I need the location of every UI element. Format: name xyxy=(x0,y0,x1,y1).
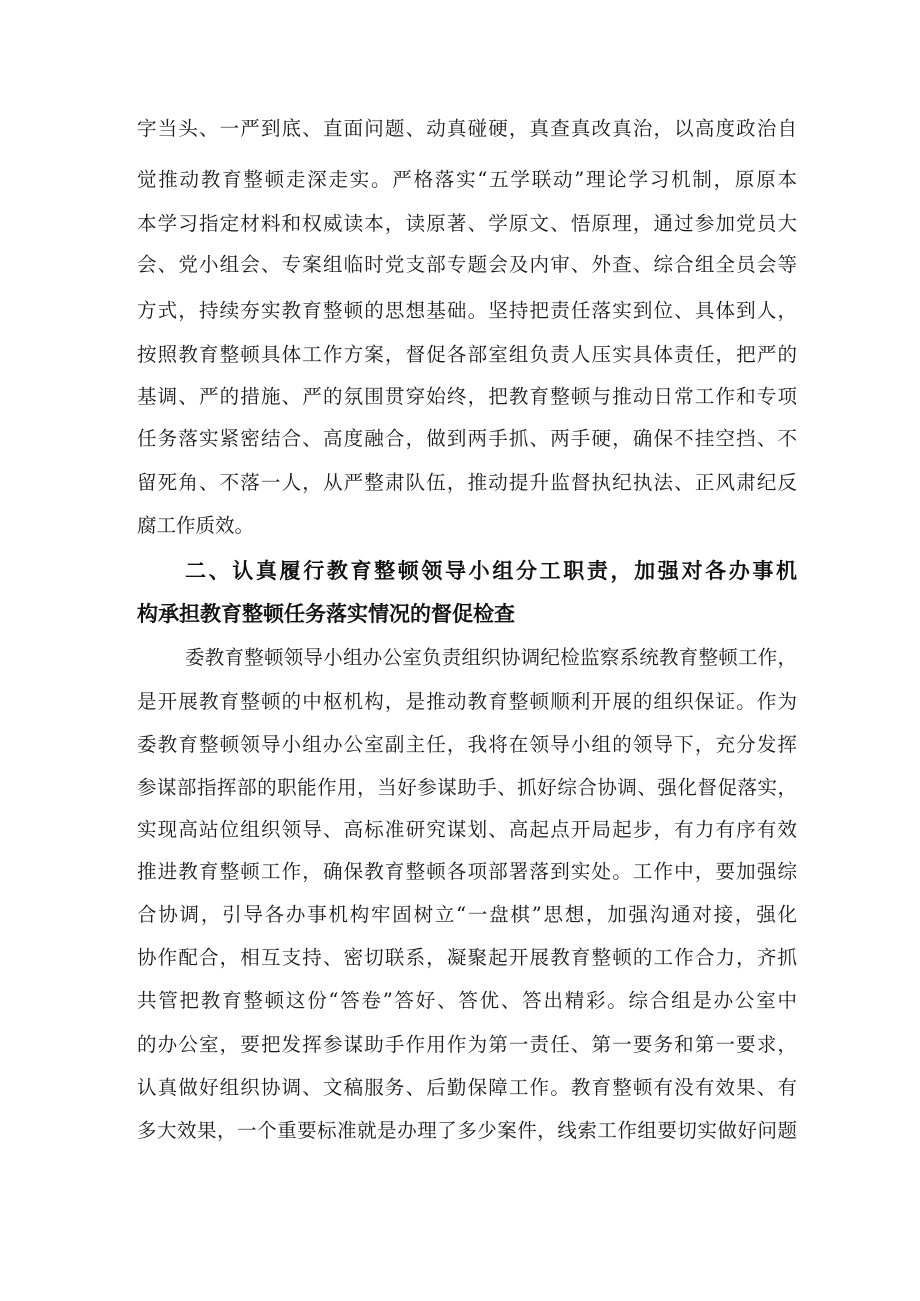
text-line: 按照教育整顿具体工作方案，督促各部室组负责人压实具体责任，把严的 xyxy=(137,343,797,366)
text-line: 委教育整顿领导小组办公室副主任，我将在领导小组的领导下，充分发挥 xyxy=(137,733,797,756)
text-line: 会、党小组会、专案组临时党支部专题会及内审、外查、综合组全员会等 xyxy=(137,253,797,276)
text-line: 是开展教育整顿的中枢机构，是推动教育整顿顺利开展的组织保证。作为 xyxy=(137,690,797,713)
text-line: 腐工作质效。 xyxy=(137,514,255,537)
text-line: 任务落实紧密结合、高度融合，做到两手抓、两手硬，确保不挂空挡、不 xyxy=(137,427,797,450)
text-line: 共管把教育整顿这份“答卷”答好、答优、答出精彩。综合组是办公室中 xyxy=(137,989,797,1012)
heading-line: 二、认真履行教育整顿领导小组分工职责，加强对各办事机 xyxy=(185,559,797,583)
text-line: 委教育整顿领导小组办公室负责组织协调纪检监察系统教育整顿工作， xyxy=(185,646,797,669)
text-line: 认真做好组织协调、文稿服务、后勤保障工作。教育整顿有没有效果、有 xyxy=(137,1076,797,1099)
text-line: 基调、严的措施、严的氛围贯穿始终，把教育整顿与推动日常工作和专项 xyxy=(137,385,797,408)
text-line: 方式，持续夯实教育整顿的思想基础。坚持把责任落实到位、具体到人， xyxy=(137,299,797,322)
text-line: 留死角、不落一人，从严整肃队伍，推动提升监督执纪执法、正风肃纪反 xyxy=(137,471,797,494)
text-line: 的办公室，要把发挥参谋助手作用作为第一责任、第一要务和第一要求， xyxy=(137,1033,797,1056)
text-line: 推进教育整顿工作，确保教育整顿各项部署落到实处。工作中，要加强综 xyxy=(137,860,797,883)
text-line: 实现高站位组织领导、高标准研究谋划、高起点开局起步，有力有序有效 xyxy=(137,818,797,841)
text-line: 合协调，引导各办事机构牢固树立“一盘棋”思想，加强沟通对接，强化 xyxy=(137,903,797,926)
text-line: 觉推动教育整顿走深走实。严格落实“五学联动”理论学习机制，原原本 xyxy=(137,168,797,191)
text-line: 协作配合，相互支持、密切联系，凝聚起开展教育整顿的工作合力，齐抓 xyxy=(137,946,797,969)
text-line: 字当头、一严到底、直面问题、动真碰硬，真查真改真治，以高度政治自 xyxy=(137,117,797,140)
text-line: 多大效果，一个重要标准就是办理了多少案件，线索工作组要切实做好问题 xyxy=(137,1119,797,1142)
text-line: 参谋部指挥部的职能作用，当好参谋助手、抓好综合协调、强化督促落实， xyxy=(137,776,797,799)
text-line: 本学习指定材料和权威读本，读原著、学原文、悟原理，通过参加党员大 xyxy=(137,212,797,235)
heading-line: 构承担教育整顿任务落实情况的督促检查 xyxy=(137,602,515,626)
